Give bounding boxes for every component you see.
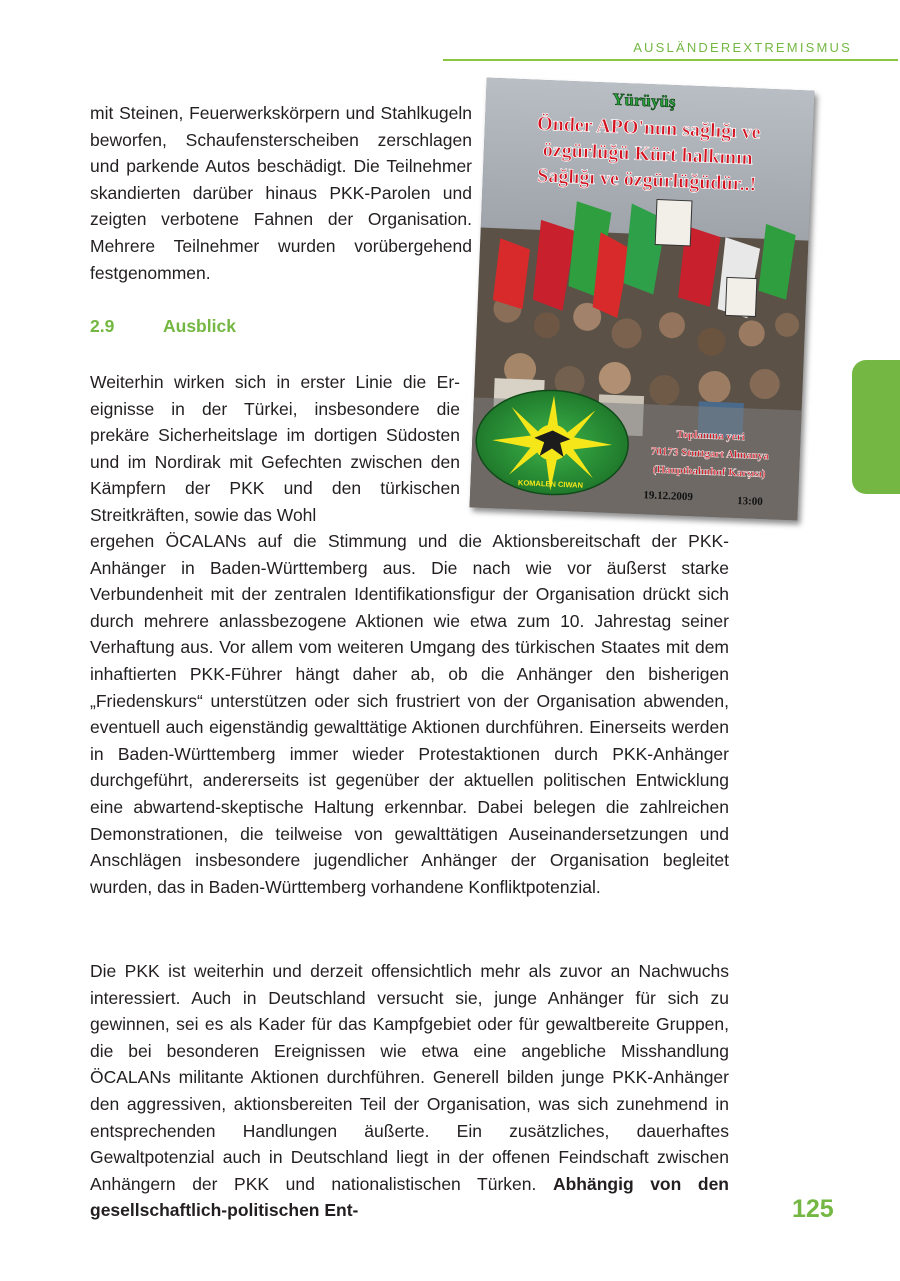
- paragraph-intro: mit Steinen, Feuerwerkskörpern und Stahlkugeln beworfen, Schaufensterscheiben zerschlagen und parkende Autos beschädigt. Die Teilnehmer skandierten darüber hinaus PKK-Parolen und zeigten verbotene Fahnen der Organisation. Mehrere Teilnehmer wurden vorübergehend festgenommen.: [90, 103, 472, 283]
- poster-illustration: [470, 78, 815, 521]
- paragraph-recruitment-text: Die PKK ist weiterhin und derzeit offensichtlich mehr als zuvor an Nachwuchs interessiert. Auch in Deutschland versucht sie, junge Anhänger für sich zu gewinnen, sei es als Kader für das Kampfgebiet oder für gewaltbereite Gruppen, die bei besonderen Ereignissen wie etwa eine angebliche Misshandlung ÖCALANs militante Aktionen durchführen. Generell bilden junge PKK-Anhänger den aggressiven, aktionsbereiten Teil der Organisation, was sich zunehmend in entsprechenden Handlungen äußerte. Ein zusätzliches, dauerhaftes Gewaltpotenzial auch in Deutschland liegt in der offenen Feindschaft zwischen Anhängern der PKK und nationalistischen Türken.: [90, 961, 729, 1194]
- poster-top-word: Yürüyüş: [611, 89, 676, 112]
- section-title: Ausblick: [163, 316, 236, 336]
- poster-location-line-2: 70173 Stuttgart Almanya: [650, 445, 770, 463]
- running-header-label: AUSLÄNDEREXTREMISMUS: [633, 40, 852, 55]
- poster-location-line-1: Toplanma yeri: [676, 428, 745, 444]
- paragraph-recruitment-bold: Abhängig von den gesellschaftlich-politischen Ent-: [90, 1173, 729, 1221]
- emblem-text: KOMALEN CIWAN: [517, 478, 584, 490]
- section-heading: [90, 316, 236, 337]
- chapter-side-tab: [852, 360, 900, 494]
- poster-headline-line-2: özgürlüğü Kürt halkının: [542, 138, 754, 170]
- paragraph-outlook-continued: ergehen ÖCALANs auf die Stimmung und die Aktionsbereitschaft der PKK-Anhänger in Baden-Württemberg aus. Die nach wie vor äußerst starke Verbundenheit mit der zentralen Identifikationsfigur der Organisation drückt sich durch mehrere anlassbezogene Aktionen wie etwa zum 10. Jahrestag seiner Verhaftung aus. Vor allem vom weiteren Umgang des türkischen Staates mit dem inhaftierten PKK-Führer hängt daher ab, ob die Anhänger den bisherigen „Friedenskurs“ unterstützen oder sich frustriert von der Organisation abwenden, eventuell auch eigenständig gewalttätige Aktionen durchführen. Einerseits werden in Baden-Württemberg immer wieder Protestaktionen durch PKK-Anhänger durchgeführt, andererseits ist gegenüber der aktuellen politischen Entwicklung eine abwartend-skeptische Haltung erkennbar. Dabei belegen die zahlreichen Demonstrationen, die teilweise von gewalttätigen Auseinandersetzungen und Anschlägen insbesondere jugendlicher Anhänger der Organisation begleitet wurden, das in Baden-Württemberg vorhandene Konfliktpotenzial.: [90, 531, 729, 897]
- paragraph-outlook-wrapped: Weiterhin wirken sich in erster Linie die Ereignisse in der Türkei, insbesondere die prekäre Sicherheitslage im dortigen Südosten und im Nordirak mit Gefechten zwischen den Kämpfern der PKK und den türkischen Streitkräften, sowie das Wohl: [90, 372, 460, 525]
- header-rule: [443, 59, 898, 61]
- poster-location-line-3: (Hauptbahnhof Karşısı): [652, 463, 766, 481]
- paragraph-recruitment: [90, 958, 729, 1224]
- section-number: 2.9: [90, 316, 115, 336]
- poster-date: 19.12.2009: [643, 489, 694, 504]
- poster-time: 13:00: [736, 494, 764, 509]
- demonstration-poster-image: [470, 78, 815, 521]
- poster-headline-line-3: Sağlığı ve özgürlüğüdür..!: [536, 164, 757, 196]
- page-number: 125: [792, 1195, 834, 1223]
- poster-headline-line-1: Önder APO'nun sağlığı ve: [536, 112, 762, 144]
